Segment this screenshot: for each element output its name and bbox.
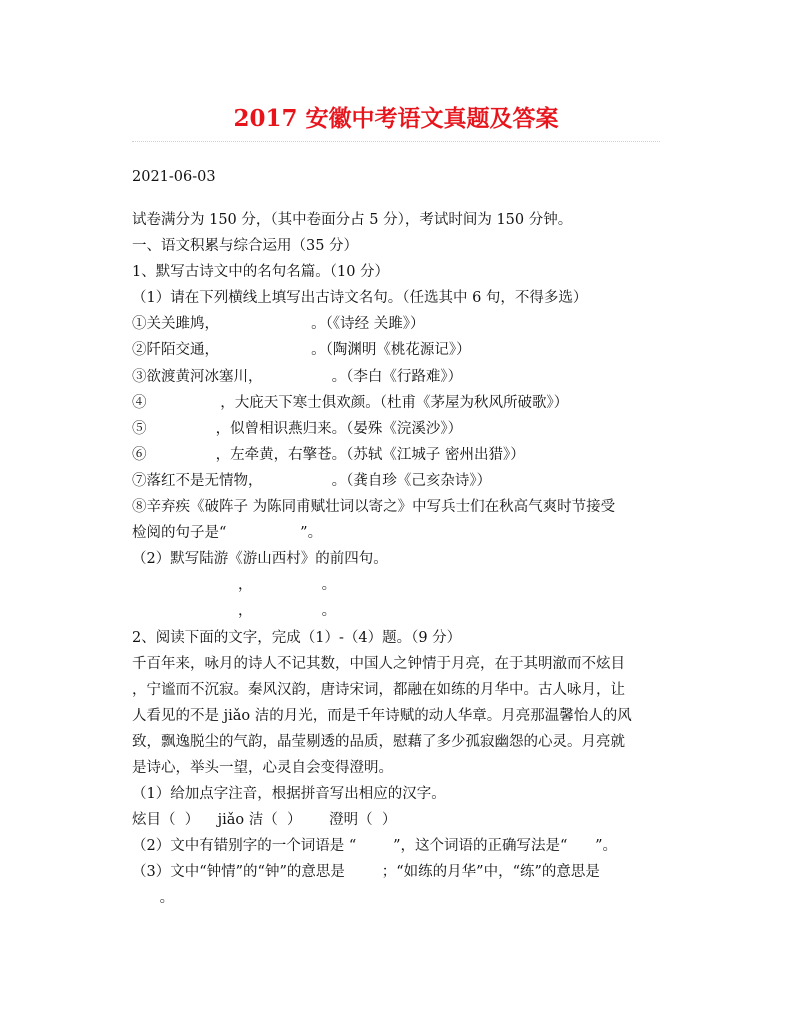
- fill-blank-line: ⑦落红不是无情物， 。（龚自珍《己亥杂诗》）: [132, 472, 492, 489]
- document-title: 2017 安徽中考语文真题及答案: [233, 105, 559, 132]
- publish-date: 2021-06-03: [132, 169, 216, 185]
- sub-question-continuation: 。: [132, 890, 175, 907]
- document-body: [132, 207, 664, 912]
- sub-question: （2）文中有错别字的一个词语是 “ ”，这个词语的正确写法是“ ”。: [132, 838, 618, 855]
- answer-blank-line: ， 。: [132, 577, 337, 594]
- passage-line: 是诗心，举头一望，心灵自会变得澄明。: [132, 759, 393, 776]
- question-heading: 1、默写古诗文中的名句名篇。（10 分）: [132, 264, 390, 281]
- fill-blank-line: ①关关雎鸠， 。（《诗经 关雎》）: [132, 316, 425, 333]
- sub-question: （3）文中“钟情”的“钟”的意思是 ；“如练的月华”中，“练”的意思是: [132, 864, 600, 881]
- fill-blank-line: ②阡陌交通， 。（陶渊明《桃花源记》）: [132, 342, 471, 359]
- fill-blank-line: ⑧辛弃疾《破阵子 为陈同甫赋壮词以寄之》中写兵士们在秋高气爽时节接受: [132, 499, 616, 516]
- fill-blank-line: ⑤ ，似曾相识燕归来。（晏殊《浣溪沙》）: [132, 420, 463, 437]
- sub-question: （2）默写陆游《游山西村》的前四句。: [132, 551, 388, 568]
- section-heading: 一、语文积累与综合运用（35 分）: [132, 238, 359, 255]
- passage-line: 人看见的不是 jiǎo 洁的月光，而是千年诗赋的动人华章。月亮那温馨怡人的风: [132, 707, 632, 724]
- passage-line: 千百年来，咏月的诗人不记其数，中国人之钟情于月亮，在于其明澈而不炫目: [132, 655, 625, 672]
- passage-line: ，宁谧而不沉寂。秦风汉韵，唐诗宋词，都融在如练的月华中。古人咏月，让: [132, 681, 625, 698]
- fill-blank-line: ③欲渡黄河冰塞川， 。（李白《行路难》）: [132, 368, 463, 385]
- sub-question: （1）请在下列横线上填写出古诗文名句。（任选其中 6 句，不得多选）: [132, 290, 588, 307]
- title-divider: [132, 141, 660, 142]
- sub-question: （1）给加点字注音，根据拼音写出相应的汉字。: [132, 786, 446, 803]
- fill-blank-line: ④ ，大庇天下寒士俱欢颜。（杜甫《茅屋为秋风所破歌》）: [132, 394, 569, 411]
- exam-info: 试卷满分为 150 分，（其中卷面分占 5 分），考试时间为 150 分钟。: [132, 212, 573, 228]
- passage-line: 致，飘逸脱尘的气韵，晶莹剔透的品质，慰藉了多少孤寂幽怨的心灵。月亮就: [132, 733, 625, 750]
- answer-blank-line: ， 。: [132, 603, 337, 620]
- fill-blank-line: ⑥ ，左牵黄，右擎苍。（苏轼《江城子 密州出猎》）: [132, 446, 525, 463]
- fill-blank-line: 检阅的句子是“ ”。: [132, 525, 323, 542]
- answer-blank-line: 炫目（ ） jiǎo 洁（ ） 澄明（ ）: [132, 812, 397, 829]
- question-heading: 2、阅读下面的文字，完成（1）-（4）题。（9 分）: [132, 629, 462, 646]
